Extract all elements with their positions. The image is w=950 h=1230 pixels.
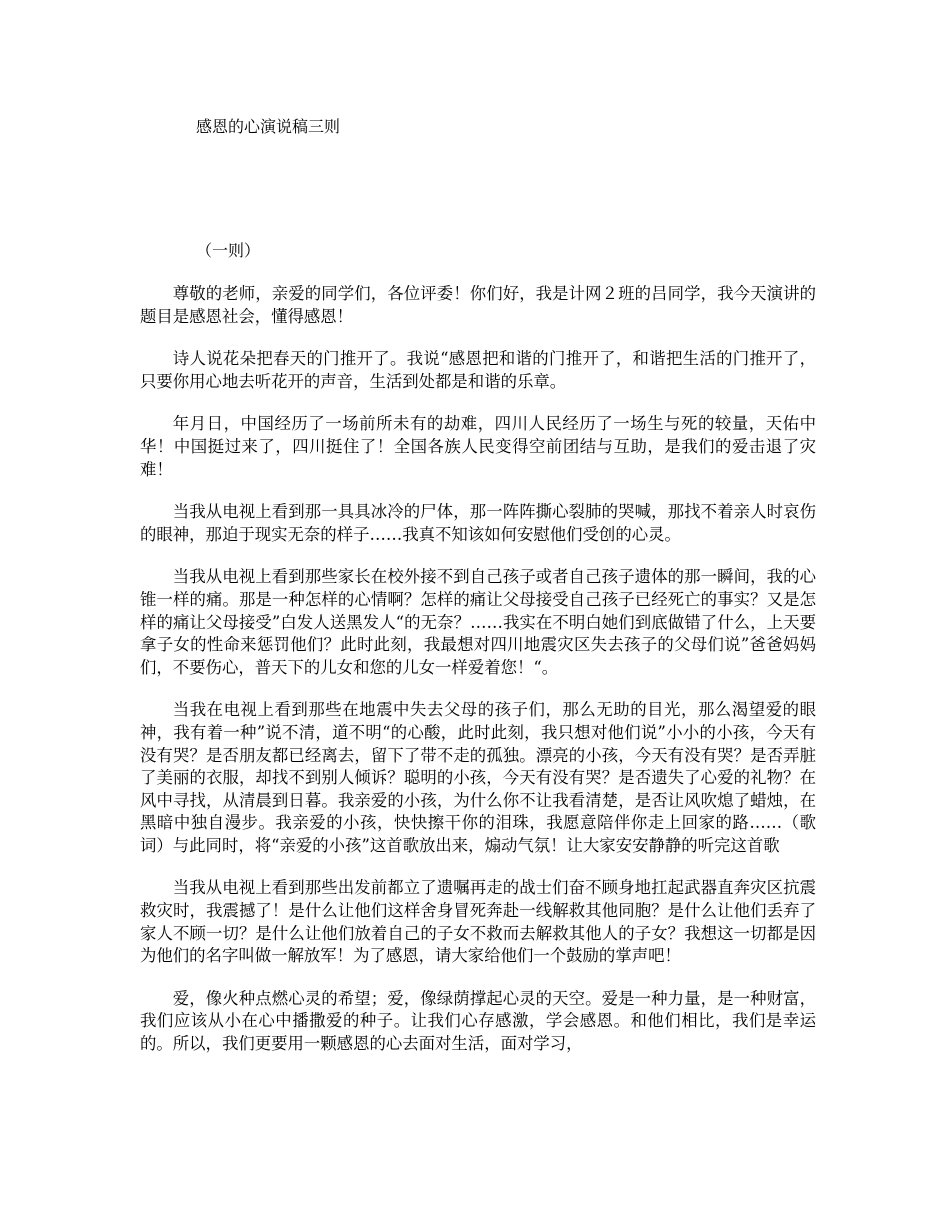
document-title: 感恩的心演说稿三则: [196, 117, 341, 136]
paragraph-6: 当我在电视上看到那些在地震中失去父母的孩子们，那么无助的目光，那么渴望爱的眼神，我有着一种”说不清，道不明“的心酸，此时此刻，我只想对他们说”小小的小孩，今天有没有哭？是否朋友都已经离去，留下了带不走的孤独。漂亮的小孩，今天有没有哭？是否弄脏了美丽的衣服，却找不到别人倾诉？聪明的小孩，今天有没有哭？是否遗失了心爱的礼物？在风中寻找，从清晨到日暮。我亲爱的小孩，为什么你不让我看清楚，是否让风吹熄了蜡烛，在黑暗中独自漫步。我亲爱的小孩，快快擦干你的泪珠，我愿意陪伴你走上回家的路……（歌词）与此同时，将“亲爱的小孩”这首歌放出来，煽动气氛！让大家安安静静的听完这首歌: [140, 700, 816, 855]
paragraph-2: 诗人说花朵把春天的门推开了。我说“感恩把和谐的门推开了，和谐把生活的门推开了，只要你用心地去听花开的声音，生活到处都是和谐的乐章。: [140, 349, 816, 391]
paragraph-1: 尊敬的老师，亲爱的同学们，各位评委！你们好，我是计网２班的吕同学，我今天演讲的题目是感恩社会，懂得感恩！: [140, 284, 816, 326]
paragraph-4: 当我从电视上看到那一具具冰冷的尸体，那一阵阵撕心裂肺的哭喊，那找不着亲人时哀伤的眼神，那迫于现实无奈的样子……我真不知该如何安慰他们受创的心灵。: [140, 502, 816, 544]
document-body: [140, 283, 816, 1076]
paragraph-3: 年月日，中国经历了一场前所未有的劫难，四川人民经历了一场生与死的较量，天佑中华！中国挺过来了，四川挺住了！全国各族人民变得空前团结与互助，是我们的爱击退了灾难！: [140, 414, 816, 479]
section-label: （一则）: [196, 241, 261, 260]
paragraph-5: 当我从电视上看到那些家长在校外接不到自己孩子或者自己孩子遗体的那一瞬间，我的心锥一样的痛。那是一种怎样的心情啊？怎样的痛让父母接受自己孩子已经死亡的事实？又是怎样的痛让父母接受”白发人送黑发人“的无奈？……我实在不明白她们到底做错了什么，上天要拿子女的性命来惩罚他们？此时此刻，我最想对四川地震灾区失去孩子的父母们说”爸爸妈妈们，不要伤心，普天下的儿女和您的儿女一样爱着您！“。: [140, 567, 816, 677]
paragraph-8: 爱，像火种点燃心灵的希望；爱，像绿荫撑起心灵的天空。爱是一种力量，是一种财富，我们应该从小在心中播撒爱的种子。让我们心存感激，学会感恩。和他们相比，我们是幸运的。所以，我们更要用一颗感恩的心去面对生活，面对学习，: [140, 988, 816, 1054]
paragraph-7: 当我从电视上看到那些出发前都立了遗嘱再走的战士们奋不顾身地扛起武器直奔灾区抗震救灾时，我震撼了！是什么让他们这样舍身冒死奔赴一线解救其他同胞？是什么让他们丢弃了家人不顾一切？是什么让他们放着自己的子女不救而去解救其他人的子女？我想这一切都是因为他们的名字叫做一解放军！为了感恩，请大家给他们一个鼓励的掌声吧！: [140, 878, 816, 966]
